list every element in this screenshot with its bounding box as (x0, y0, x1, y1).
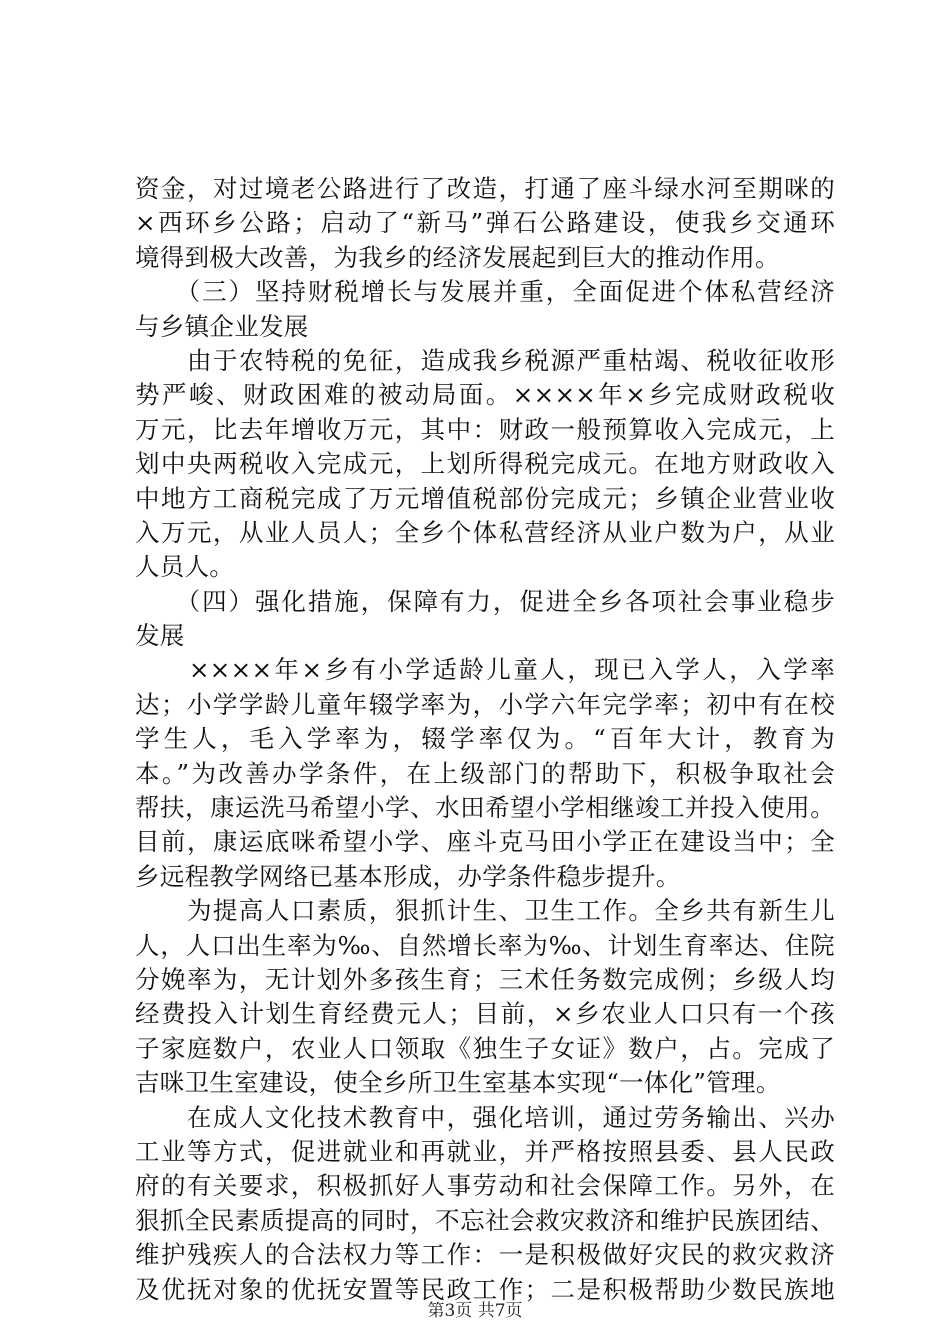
text-line: 吉咪卫生室建设，使全乡所卫生室基本实现“一体化”管理。 (135, 1068, 781, 1098)
text-line: 划中央两税收入完成元，上划所得税完成元。在地方财政收入 (135, 449, 835, 479)
text-line: 发展 (135, 621, 185, 651)
text-line: 与乡镇企业发展 (135, 311, 309, 341)
text-line: 入万元，从业人员人；全乡个体私营经济从业户数为户，从业 (135, 517, 835, 547)
text-line: 维护残疾人的合法权力等工作：一是积极做好灾民的救灾救济 (135, 1240, 835, 1270)
text-line: 在成人文化技术教育中，强化培训，通过劳务输出、兴办 (135, 1102, 835, 1132)
text-line: 子家庭数户，农业人口领取《独生子女证》数户，占。完成了 (135, 1033, 835, 1063)
text-line: 及优抚对象的优抚安置等民政工作；二是积极帮助少数民族地 (135, 1274, 835, 1304)
text-line: ×西环乡公路；启动了“新马”弹石公路建设，使我乡交通环 (135, 208, 835, 238)
document-body (135, 172, 835, 1307)
text-line: 本。”为改善办学条件，在上级部门的帮助下，积极争取社会 (135, 758, 835, 788)
text-line: 中地方工商税完成了万元增值税部份完成元；乡镇企业营业收 (135, 483, 835, 513)
text-line: 经费投入计划生育经费元人；目前，×乡农业人口只有一个孩 (135, 999, 835, 1029)
text-line: 人，人口出生率为‰、自然增长率为‰、计划生育率达、住院 (135, 930, 835, 960)
text-line: 人员人。 (135, 552, 235, 582)
text-line: 境得到极大改善，为我乡的经济发展起到巨大的推动作用。 (135, 242, 780, 272)
text-line: 达；小学学龄儿童年辍学率为，小学六年完学率；初中有在校 (135, 689, 835, 719)
text-line: 为提高人口素质，狠抓计生、卫生工作。全乡共有新生儿 (135, 896, 835, 926)
text-line: 府的有关要求，积极抓好人事劳动和社会保障工作。另外，在 (135, 1171, 835, 1201)
text-line: ××××年×乡有小学适龄儿童人，现已入学人，入学率 (135, 655, 835, 685)
text-line: 势严峻、财政困难的被动局面。××××年×乡完成财政税收 (135, 380, 835, 410)
page-number-footer: 第3页 共7页 (427, 1301, 523, 1321)
text-line: 由于农特税的免征，造成我乡税源严重枯竭、税收征收形 (135, 345, 835, 375)
text-line: 乡远程教学网络已基本形成，办学条件稳步提升。 (135, 861, 681, 891)
text-line: 狠抓全民素质提高的同时，不忘社会救灾救济和维护民族团结、 (135, 1205, 835, 1235)
text-line: 资金，对过境老公路进行了改造，打通了座斗绿水河至期咪的 (135, 174, 835, 203)
text-line: 学生人，毛入学率为，辍学率仅为。“百年大计，教育为 (135, 724, 835, 754)
text-line: （三）坚持财税增长与发展并重，全面促进个体私营经济 (135, 277, 835, 307)
text-line: 帮扶，康运洗马希望小学、水田希望小学相继竣工并投入使用。 (135, 793, 835, 823)
text-line: 目前，康运底咪希望小学、座斗克马田小学正在建设当中；全 (135, 827, 835, 857)
text-line: 万元，比去年增收万元，其中：财政一般预算收入完成元，上 (135, 414, 835, 444)
text-line: 分娩率为，无计划外多孩生育；三术任务数完成例；乡级人均 (135, 964, 835, 994)
text-line: （四）强化措施，保障有力，促进全乡各项社会事业稳步 (135, 586, 835, 616)
text-line: 工业等方式，促进就业和再就业，并严格按照县委、县人民政 (135, 1136, 835, 1166)
